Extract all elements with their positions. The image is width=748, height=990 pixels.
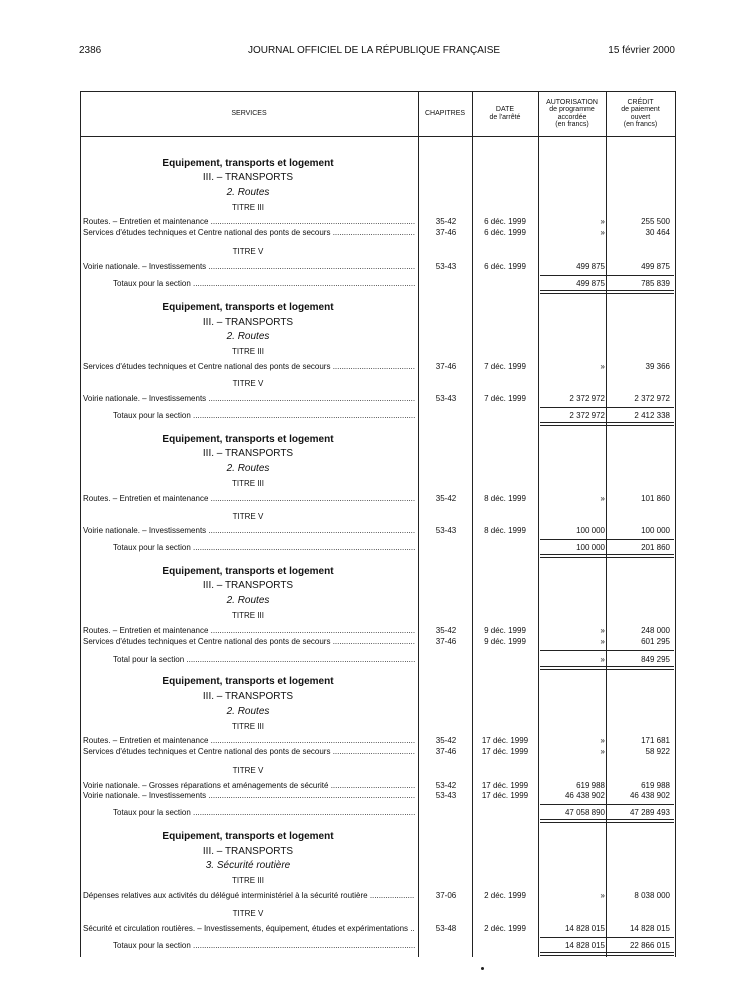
footer-dot — [481, 967, 484, 970]
row-date: 7 déc. 1999 — [484, 362, 526, 371]
row-credit: 39 366 — [645, 362, 670, 371]
subtotal-rule — [540, 804, 674, 805]
row-date: 2 déc. 1999 — [484, 891, 526, 900]
table-row — [80, 262, 676, 272]
subtotal-rule — [540, 937, 674, 938]
row-label: Routes. – Entretien et maintenance ..... — [83, 626, 415, 636]
subtotal-rule — [540, 407, 674, 408]
journal-title: JOURNAL OFFICIEL DE LA RÉPUBLIQUE FRANÇAISE — [247, 45, 501, 56]
section-chapter: 2. Routes — [226, 706, 270, 717]
row-credit: 171 681 — [641, 736, 670, 745]
row-date: 17 déc. 1999 — [481, 781, 529, 790]
row-label: Services d'études techniques et Centre national des ponts de secours ..... — [83, 747, 415, 757]
row-chapter: 53-43 — [435, 394, 457, 403]
section-chapter: 2. Routes — [226, 463, 270, 474]
section-title: Equipement, transports et logement — [162, 566, 334, 577]
row-label: Services d'études techniques et Centre national des ponts de secours ..... — [83, 637, 415, 647]
table-row — [80, 891, 676, 901]
titre-heading: TITRE V — [232, 512, 264, 521]
subtotal-rule — [540, 275, 674, 276]
section-subtitle: III. – TRANSPORTS — [202, 691, 294, 702]
row-label: Routes. – Entretien et maintenance ..... — [83, 736, 415, 746]
column-date-line2: de l'arrêté — [489, 113, 521, 121]
table-row — [80, 526, 676, 536]
column-header-services — [80, 91, 418, 136]
row-label: Voirie nationale. – Investissements ..... — [83, 262, 415, 272]
row-chapter: 35-42 — [435, 626, 457, 635]
total-double-rule — [540, 952, 674, 956]
column-cred-line1: CRÉDIT — [627, 98, 654, 106]
row-label: Voirie nationale. – Grosses réparations et aménagements de sécurité ..... — [83, 781, 415, 791]
total-double-rule — [540, 666, 674, 670]
subtotal-rule — [540, 539, 674, 540]
total-label: Totaux pour la section ..... — [113, 279, 415, 289]
row-authorisation: 499 875 — [576, 262, 605, 271]
row-credit: 46 438 902 — [629, 791, 670, 800]
column-auth-line1: AUTORISATION — [546, 98, 598, 106]
header-bottom-rule — [80, 136, 676, 137]
row-credit: 601 295 — [641, 637, 670, 646]
row-authorisation: » — [600, 362, 605, 371]
section-total-row — [80, 411, 676, 421]
row-date: 2 déc. 1999 — [484, 924, 526, 933]
row-authorisation: » — [600, 736, 605, 745]
row-label: Voirie nationale. – Investissements ..... — [83, 526, 415, 536]
row-credit: 255 500 — [641, 217, 670, 226]
total-double-rule — [540, 422, 674, 426]
total-authorisation: 14 828 015 — [564, 941, 605, 950]
row-authorisation: » — [600, 494, 605, 503]
row-credit: 499 875 — [641, 262, 670, 271]
section-title: Equipement, transports et logement — [162, 158, 334, 169]
total-label: Totaux pour la section ..... — [113, 543, 415, 553]
total-authorisation: 100 000 — [576, 543, 605, 552]
titre-heading: TITRE III — [232, 611, 264, 620]
titre-heading: TITRE III — [232, 347, 264, 356]
row-chapter: 53-43 — [435, 791, 457, 800]
row-credit: 248 000 — [641, 626, 670, 635]
row-date: 17 déc. 1999 — [481, 747, 529, 756]
section-total-row — [80, 543, 676, 553]
row-label: Services d'études techniques et Centre national des ponts de secours ..... — [83, 362, 415, 372]
row-credit: 14 828 015 — [629, 924, 670, 933]
row-credit: 2 372 972 — [634, 394, 670, 403]
row-credit: 100 000 — [641, 526, 670, 535]
row-chapter: 53-43 — [435, 526, 457, 535]
titre-heading: TITRE III — [232, 876, 264, 885]
section-subtitle: III. – TRANSPORTS — [202, 172, 294, 183]
row-date: 9 déc. 1999 — [484, 626, 526, 635]
section-subtitle: III. – TRANSPORTS — [202, 846, 294, 857]
row-date: 17 déc. 1999 — [481, 736, 529, 745]
row-date: 17 déc. 1999 — [481, 791, 529, 800]
row-credit: 619 988 — [641, 781, 670, 790]
row-label: Dépenses relatives aux activités du délégué interministériel à la sécurité routière ..... — [83, 891, 415, 901]
section-chapter: 2. Routes — [226, 331, 270, 342]
table-row — [80, 747, 676, 757]
column-header-credit — [606, 91, 675, 136]
row-date: 6 déc. 1999 — [484, 262, 526, 271]
row-chapter: 37-46 — [435, 228, 457, 237]
row-authorisation: 2 372 972 — [569, 394, 605, 403]
row-chapter: 53-48 — [435, 924, 457, 933]
table-row — [80, 637, 676, 647]
column-cred-line2: de paiement — [621, 106, 660, 113]
subtotal-rule — [540, 650, 674, 651]
row-label: Routes. – Entretien et maintenance ..... — [83, 217, 415, 227]
section-title: Equipement, transports et logement — [162, 302, 334, 313]
total-authorisation: » — [600, 655, 605, 664]
table-row — [80, 228, 676, 238]
section-total-row — [80, 808, 676, 818]
issue-date: 15 février 2000 — [608, 45, 675, 56]
titre-heading: TITRE III — [232, 203, 264, 212]
row-date: 7 déc. 1999 — [484, 394, 526, 403]
section-subtitle: III. – TRANSPORTS — [202, 448, 294, 459]
row-date: 8 déc. 1999 — [484, 494, 526, 503]
titre-heading: TITRE III — [232, 722, 264, 731]
row-chapter: 53-42 — [435, 781, 457, 790]
section-chapter: 3. Sécurité routière — [205, 860, 291, 871]
table-row — [80, 217, 676, 227]
row-date: 6 déc. 1999 — [484, 228, 526, 237]
row-credit: 101 860 — [641, 494, 670, 503]
row-authorisation: » — [600, 228, 605, 237]
row-chapter: 37-46 — [435, 747, 457, 756]
section-chapter: 2. Routes — [226, 595, 270, 606]
column-header-autorisation — [538, 91, 606, 136]
row-label: Voirie nationale. – Investissements ..... — [83, 791, 415, 801]
column-chapitres-label: CHAPITRES — [424, 109, 466, 117]
row-chapter: 35-42 — [435, 494, 457, 503]
row-credit: 58 922 — [645, 747, 670, 756]
row-chapter: 53-43 — [435, 262, 457, 271]
row-credit: 8 038 000 — [634, 891, 670, 900]
row-authorisation: 46 438 902 — [564, 791, 605, 800]
total-credit: 47 289 493 — [629, 808, 670, 817]
row-authorisation: » — [600, 747, 605, 756]
total-credit: 849 295 — [641, 655, 670, 664]
titre-heading: TITRE V — [232, 766, 264, 775]
total-double-rule — [540, 290, 674, 294]
column-header-date — [472, 91, 538, 136]
row-label: Sécurité et circulation routières. – Investissements, équipement, études et expérimentations ..... — [83, 924, 415, 934]
total-label: Totaux pour la section ..... — [113, 411, 415, 421]
section-chapter: 2. Routes — [226, 187, 270, 198]
row-chapter: 35-42 — [435, 217, 457, 226]
row-date: 9 déc. 1999 — [484, 637, 526, 646]
column-cred-line3: ouvert — [630, 113, 651, 121]
column-auth-line3: accordée — [557, 113, 587, 121]
section-subtitle: III. – TRANSPORTS — [202, 580, 294, 591]
column-cred-line4: (en francs) — [623, 121, 658, 128]
table-row — [80, 394, 676, 404]
column-header-chapitres — [418, 91, 472, 136]
page-number: 2386 — [79, 45, 102, 56]
section-title: Equipement, transports et logement — [162, 676, 334, 687]
section-total-row — [80, 941, 676, 951]
titre-heading: TITRE V — [232, 379, 264, 388]
section-total-row — [80, 655, 676, 665]
column-date-line1: DATE — [495, 106, 515, 113]
appropriations-table — [80, 91, 676, 957]
row-chapter: 37-06 — [435, 891, 457, 900]
row-authorisation: » — [600, 626, 605, 635]
row-chapter: 35-42 — [435, 736, 457, 745]
row-authorisation: » — [600, 637, 605, 646]
titre-heading: TITRE III — [232, 479, 264, 488]
total-credit: 785 839 — [641, 279, 670, 288]
table-row — [80, 362, 676, 372]
total-double-rule — [540, 554, 674, 558]
titre-heading: TITRE V — [232, 247, 264, 256]
total-label: Totaux pour la section ..... — [113, 941, 415, 951]
row-date: 8 déc. 1999 — [484, 526, 526, 535]
row-label: Routes. – Entretien et maintenance ..... — [83, 494, 415, 504]
titre-heading: TITRE V — [232, 909, 264, 918]
total-label: Total pour la section ..... — [113, 655, 415, 665]
total-credit: 2 412 338 — [634, 411, 670, 420]
table-row — [80, 781, 676, 791]
row-authorisation: 14 828 015 — [564, 924, 605, 933]
row-chapter: 37-46 — [435, 637, 457, 646]
row-label: Voirie nationale. – Investissements ..... — [83, 394, 415, 404]
row-date: 6 déc. 1999 — [484, 217, 526, 226]
total-double-rule — [540, 819, 674, 823]
total-authorisation: 499 875 — [576, 279, 605, 288]
row-label: Services d'études techniques et Centre national des ponts de secours ..... — [83, 228, 415, 238]
section-title: Equipement, transports et logement — [162, 434, 334, 445]
row-credit: 30 464 — [645, 228, 670, 237]
total-authorisation: 47 058 890 — [564, 808, 605, 817]
column-services-label: SERVICES — [231, 109, 267, 117]
section-title: Equipement, transports et logement — [162, 831, 334, 842]
row-chapter: 37-46 — [435, 362, 457, 371]
total-credit: 22 866 015 — [629, 941, 670, 950]
table-row — [80, 626, 676, 636]
row-authorisation: » — [600, 891, 605, 900]
row-authorisation: 619 988 — [576, 781, 605, 790]
total-authorisation: 2 372 972 — [569, 411, 605, 420]
table-row — [80, 791, 676, 801]
section-total-row — [80, 279, 676, 289]
column-auth-line2: de programme — [549, 106, 595, 113]
column-auth-line4: (en francs) — [555, 121, 589, 128]
total-credit: 201 860 — [641, 543, 670, 552]
row-authorisation: » — [600, 217, 605, 226]
row-authorisation: 100 000 — [576, 526, 605, 535]
section-subtitle: III. – TRANSPORTS — [202, 317, 294, 328]
total-label: Totaux pour la section ..... — [113, 808, 415, 818]
table-row — [80, 924, 676, 934]
table-row — [80, 494, 676, 504]
table-row — [80, 736, 676, 746]
